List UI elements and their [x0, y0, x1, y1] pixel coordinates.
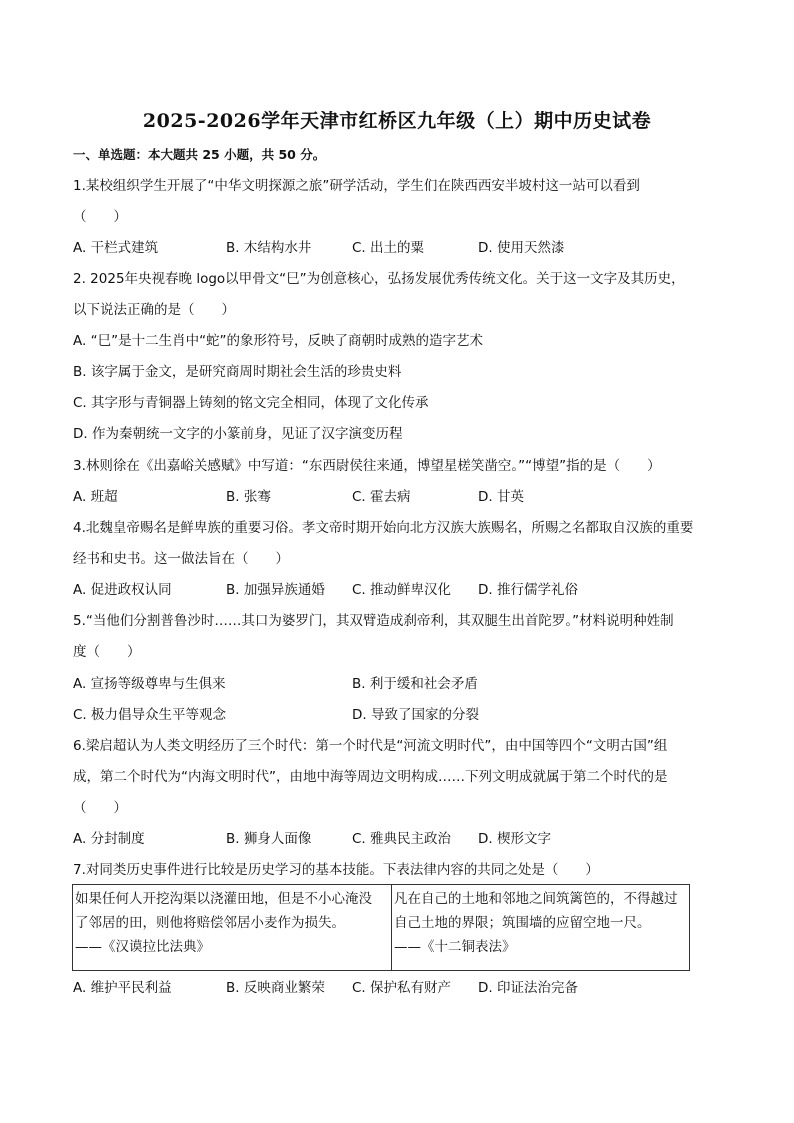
question-6-option-b: B. 狮身人面像: [226, 831, 312, 847]
question-1-option-c: C. 出土的粟: [352, 240, 425, 256]
question-7-option-c: C. 保护私有财产: [352, 980, 452, 996]
table-cell-line: 如果任何人开挖沟渠以浇灌田地，但是不小心淹没: [75, 891, 372, 907]
exam-title: 2025-2026学年天津市红桥区九年级（上）期中历史试卷: [142, 110, 652, 132]
question-3-stem: 3.林则徐在《出嘉峪关感赋》中写道：“东西尉侯往来通，博望星槎笑凿空。”“博望”指的是（ ）: [73, 458, 661, 474]
question-6-blank: （ ）: [73, 800, 127, 816]
table-cell-source: ——《汉谟拉比法典》: [75, 939, 210, 955]
question-7-stem: 7.对同类历史事件进行比较是历史学习的基本技能。下表法律内容的共同之处是（ ）: [73, 862, 599, 878]
question-1-stem: 1.某校组织学生开展了“中华文明探源之旅”研学活动，学生们在陕西西安半坡村这一站可以看到: [73, 178, 640, 194]
question-5-stem: 5.“当他们分割普鲁沙时……其口为婆罗门，其双臂造成刹帝利，其双腿生出首陀罗。”材料说明种姓制: [73, 613, 674, 629]
question-4-option-c: C. 推动鲜卑汉化: [352, 582, 452, 598]
question-3-option-b: B. 张骞: [226, 489, 271, 505]
question-5-option-a: A. 宣扬等级尊卑与生俱来: [73, 676, 226, 692]
question-6-option-c: C. 雅典民主政治: [352, 831, 452, 847]
question-3-option-c: C. 霍去病: [352, 489, 411, 505]
question-2-option-c: C. 其字形与青铜器上铸刻的铭文完全相同，体现了文化传承: [73, 395, 429, 411]
question-2-stem-cont: 以下说法正确的是（ ）: [73, 302, 235, 318]
question-2-option-d: D. 作为秦朝统一文字的小篆前身，见证了汉字演变历程: [73, 426, 403, 442]
question-4-stem-cont: 经书和史书。这一做法旨在（ ）: [73, 551, 289, 567]
question-6-stem: 6.梁启超认为人类文明经历了三个时代：第一个时代是“河流文明时代”，由中国等四个“文明古国”组: [73, 738, 668, 754]
question-1-option-d: D. 使用天然漆: [478, 240, 565, 256]
question-3-option-d: D. 甘英: [478, 489, 524, 505]
question-4-option-d: D. 推行儒学礼俗: [478, 582, 578, 598]
question-2-option-a: A. “巳”是十二生肖中“蛇”的象形符号，反映了商朝时成熟的造字艺术: [73, 333, 484, 349]
question-5-option-c: C. 极力倡导众生平等观念: [73, 707, 227, 723]
question-5-option-b: B. 利于缓和社会矛盾: [352, 676, 478, 692]
question-3-option-a: A. 班超: [73, 489, 118, 505]
table-cell-hammurabi: [73, 885, 392, 971]
table-row: [73, 885, 690, 971]
question-4-stem: 4.北魏皇帝赐名是鲜卑族的重要习俗。孝文帝时期开始向北方汉族大族赐名，所赐之名都取自汉族的重要: [73, 520, 694, 536]
question-5-option-d: D. 导致了国家的分裂: [352, 707, 479, 723]
table-cell-twelve-tables: [392, 885, 690, 971]
question-4-option-b: B. 加强异族通婚: [226, 582, 325, 598]
question-6-option-a: A. 分封制度: [73, 831, 145, 847]
question-7-option-d: D. 印证法治完备: [478, 980, 578, 996]
table-cell-line: 了邻居的田，则他将赔偿邻居小麦作为损失。: [75, 915, 345, 931]
table-cell-line: 自己土地的界限；筑围墙的应留空地一尺。: [394, 915, 651, 931]
question-7-option-b: B. 反映商业繁荣: [226, 980, 325, 996]
question-5-stem-cont: 度（ ）: [73, 644, 141, 660]
table-cell-source: ——《十二铜表法》: [394, 939, 516, 955]
question-2-stem: 2. 2025年央视春晚 logo以甲骨文“巳”为创意核心，弘扬发展优秀传统文化。关于这一文字及其历史，: [73, 271, 685, 287]
question-1-option-b: B. 木结构水井: [226, 240, 312, 256]
table-cell-line: 凡在自己的土地和邻地之间筑篱笆的，不得越过: [394, 891, 678, 907]
question-6-option-d: D. 楔形文字: [478, 831, 551, 847]
question-7-option-a: A. 维护平民利益: [73, 980, 172, 996]
question-1-blank: （ ）: [73, 209, 127, 225]
question-2-option-b: B. 该字属于金文，是研究商周时期社会生活的珍贵史料: [73, 364, 402, 380]
question-6-stem-cont: 成，第二个时代为“内海文明时代”，由地中海等周边文明构成……下列文明成就属于第二个时代的是: [73, 769, 668, 785]
law-comparison-table: [72, 884, 690, 971]
section-heading: 一、单选题：本大题共 25 小题，共 50 分。: [73, 147, 326, 162]
question-1-option-a: A. 干栏式建筑: [73, 240, 159, 256]
question-4-option-a: A. 促进政权认同: [73, 582, 172, 598]
